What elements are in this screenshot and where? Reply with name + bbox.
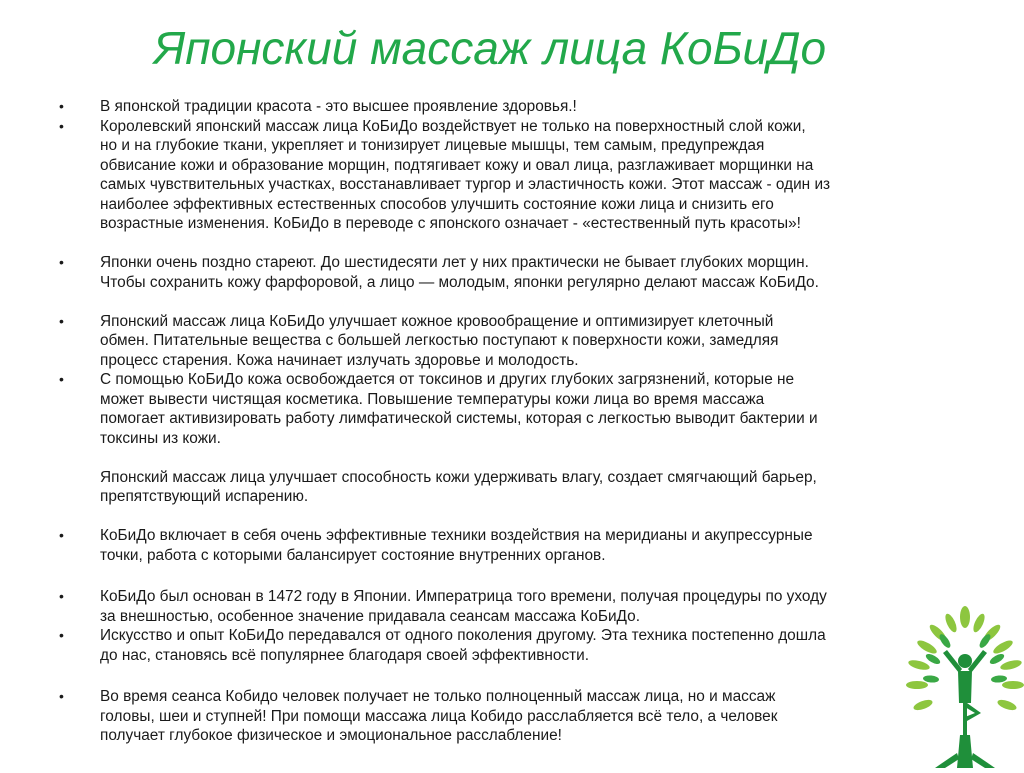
slide-title: Японский массаж лица КоБиДо <box>153 22 827 74</box>
bullet-item <box>56 687 968 746</box>
bullet-text: Искусство и опыт КоБиДо передавался от одного поколения другому. Эта техника постепенно дошла до нас, становясь всё популярнее благодаря своей эффективности. <box>100 627 826 664</box>
bullet-item <box>56 117 968 234</box>
bullet-text: Японки очень поздно стареют. До шестидесяти лет у них практически не бывает глубоких морщин. Чтобы сохранить кожу фарфоровой, а лицо — молодым, японки регулярно делают массаж КоБиДо. <box>100 254 819 291</box>
bullet-item <box>56 97 968 117</box>
bullet-list <box>56 97 968 746</box>
bullet-item <box>56 526 968 565</box>
bullet-item <box>56 253 968 292</box>
bullet-marker: • <box>59 371 64 387</box>
bullet-text: Японский массаж лица КоБиДо улучшает кожное кровообращение и оптимизирует клеточный обмен. Питательные вещества с большей легкостью поступают к поверхности кожи, замедляя процесс старения. Кожа начинает излучать здоровье и молодость. <box>100 312 779 369</box>
bullet-item <box>56 587 968 626</box>
bullet-item <box>56 626 968 665</box>
bullet-text: Королевский японский массаж лица КоБиДо воздействует не только на поверхностный слой кожи, но и на глубокие ткани, укрепляет и тонизирует лицевые мышцы, тем самым, предупреждая обвисание кожи и образование морщин, подтягивает кожу и овал лица, разглаживает морщинки на самых чувствительных участках, восстанавливает тургор и эластичность кожи. Этот массаж - один из наиболее эффективных естественных способов улучшить состояние кожи лица и снизить его возрастные изменения. КоБиДо в переводе с японского означает - «естественный путь красоты»! <box>100 117 831 232</box>
bullet-marker: • <box>59 254 64 270</box>
bullet-marker: • <box>59 688 64 704</box>
yoga-tree-icon <box>905 603 1024 768</box>
bullet-marker: • <box>59 117 64 134</box>
bullet-marker: • <box>59 588 64 604</box>
bullet-marker: • <box>59 98 64 114</box>
bullet-text: В японской традиции красота - это высшее проявление здоровья.! <box>100 98 577 115</box>
bullet-marker: • <box>59 312 64 329</box>
bullet-marker: • <box>59 627 64 643</box>
bullet-text: КоБиДо был основан в 1472 году в Японии. Императрица того времени, получая процедуры по уходу за внешностью, особенное значение придавала сеансам массажа КоБиДо. <box>100 588 827 625</box>
bullet-item <box>56 312 968 371</box>
bullet-text: Во время сеанса Кобидо человек получает не только полноценный массаж лица, но и массаж головы, шеи и ступней! При помощи массажа лица Кобидо расслабляется всё тело, а человек получает глубокое физическое и эмоциональное расслабление! <box>100 688 778 744</box>
bullet-item <box>56 370 968 507</box>
bullet-marker: • <box>59 527 64 543</box>
bullet-text: КоБиДо включает в себя очень эффективные техники воздействия на меридианы и акупрессурные точки, работа с которыми балансирует состояние внутренних органов. <box>100 527 813 564</box>
bullet-text: С помощью КоБиДо кожа освобождается от токсинов и других глубоких загрязнений, которые не может вывести чистящая косметика. Повышение температуры кожи лица во время массажа помогает активизировать работу лимфатической системы, которая с легкостью выводит бактерии и токсины из кожи. <box>100 371 818 447</box>
bullet-text: Японский массаж лица улучшает способность кожи удерживать влагу, создает смягчающий барьер, препятствующий испарению. <box>100 468 817 505</box>
